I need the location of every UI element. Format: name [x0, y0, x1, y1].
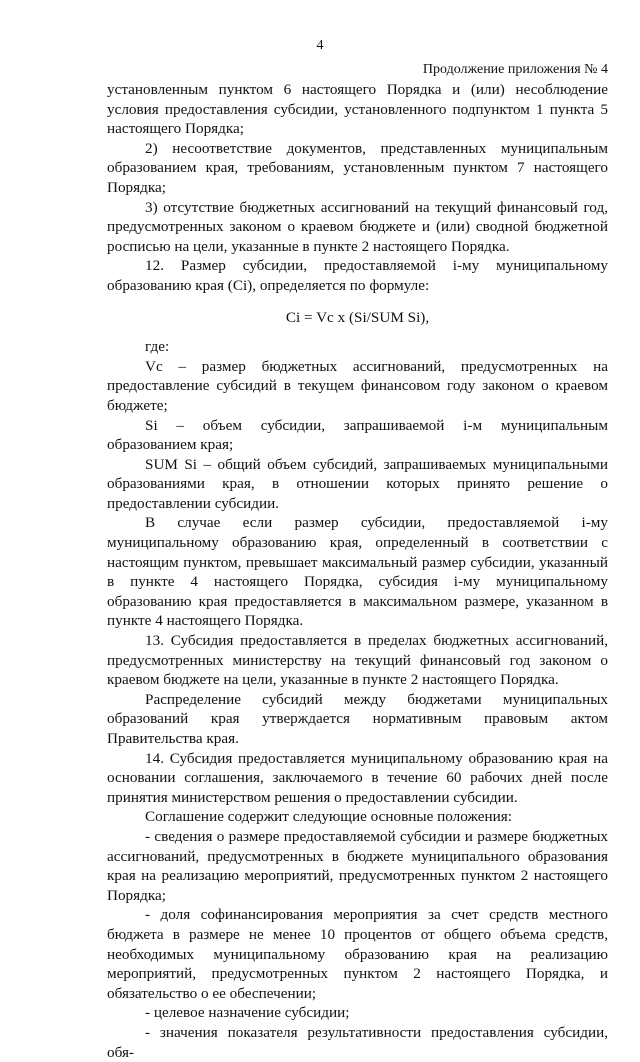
paragraph: Распределение субсидий между бюджетами муниципальных образований края утверждается нормативным правовым актом Правительства края.	[107, 690, 608, 747]
paragraph: - сведения о размере предоставляемой субсидии и размере бюджетных ассигнований, предусмотренных в бюджете муниципального образования края на реализацию мероприятий, предусмотренных пунктом 2 настоящего Порядка;	[107, 827, 608, 904]
paragraph: установленным пунктом 6 настоящего Порядка и (или) несоблюдение условия предоставления субсидии, установленного подпунктом 1 пункта 5 настоящего Порядка;	[107, 81, 608, 138]
paragraph: - доля софинансирования мероприятия за счет средств местного бюджета в размере не менее 10 процентов от общего объема средств, необходимых муниципальному образованию края на реализацию мероприятий, предусмотренных пунктом 2 настоящего Порядка, и обязательство о ее обеспечении;	[107, 906, 608, 1002]
appendix-note: Продолжение приложения № 4	[422, 62, 608, 77]
paragraph: где:	[145, 338, 170, 356]
paragraph: - целевое назначение субсидии;	[145, 1004, 350, 1022]
paragraph: - значения показателя результативности предоставления субсидии, обя-	[107, 1023, 608, 1061]
document-body	[107, 80, 608, 1062]
paragraph: 12. Размер субсидии, предоставляемой i-му муниципальному образованию края (Ci), определяется по формуле:	[107, 257, 608, 294]
paragraph: 13. Субсидия предоставляется в пределах бюджетных ассигнований, предусмотренных министерству на текущий финансовый год законом о краевом бюджете на цели, указанные в пункте 2 настоящего Порядка.	[107, 632, 608, 689]
paragraph: Vc – размер бюджетных ассигнований, предусмотренных на предоставление субсидий в текущем финансовом году законом о краевом бюджете;	[107, 357, 608, 414]
page-number: 4	[316, 38, 324, 53]
paragraph: SUM Si – общий объем субсидий, запрашиваемых муниципальными образованиями края, в отношении которых принято решение о предоставлении субсидии.	[107, 455, 608, 512]
paragraph: В случае если размер субсидии, предоставляемой i-му муниципальному образованию края, определенный в соответствии с настоящим пунктом, превышает максимальный размер субсидии, указанный в пункте 4 настоящего Порядка, субсидия i-му муниципальному образованию края предоставляется в максимальном размере, указанном в пункте 4 настоящего Порядка.	[107, 514, 608, 630]
formula: Ci = Vc x (Si/SUM Si),	[285, 308, 430, 326]
paragraph: 14. Субсидия предоставляется муниципальному образованию края на основании соглашения, заключаемого в течение 60 рабочих дней после принятия министерством решения о предоставлении субсидии.	[107, 749, 608, 806]
paragraph: Соглашение содержит следующие основные положения:	[145, 808, 512, 826]
paragraph: Si – объем субсидии, запрашиваемой i-м муниципальным образованием края;	[107, 416, 608, 454]
paragraph: 2) несоответствие документов, представленных муниципальным образованием края, требованиям, установленным пунктом 7 настоящего Порядка;	[107, 139, 608, 196]
paragraph: 3) отсутствие бюджетных ассигнований на текущий финансовый год, предусмотренных законом о краевом бюджете и (или) сводной бюджетной росписью на цели, указанные в пункте 2 настоящего Порядка.	[107, 198, 608, 255]
